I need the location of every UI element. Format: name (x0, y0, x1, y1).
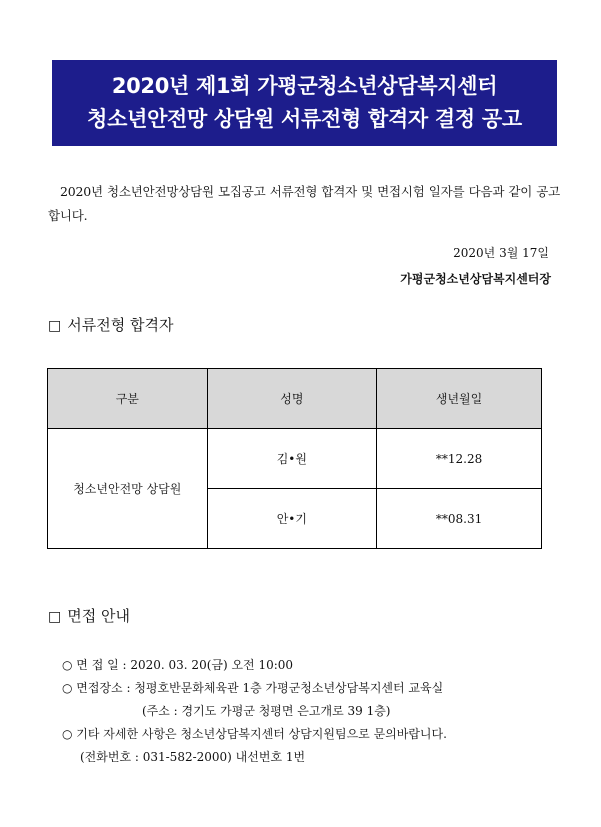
table-row (48, 429, 542, 489)
name-cell: 안•기 (207, 489, 377, 549)
passers-table (47, 368, 542, 549)
checkbox-bullet-icon: □ (48, 609, 62, 625)
header-birthdate: 생년월일 (377, 369, 542, 429)
checkbox-bullet-icon: □ (48, 318, 62, 334)
interview-date-line: ○ 면 접 일 : 2020. 03. 20(금) 오전 10:00 (62, 658, 294, 672)
notice-title-box (52, 60, 557, 146)
header-name: 성명 (207, 369, 377, 429)
name-cell: 김•원 (207, 429, 377, 489)
section-heading-text: 면접 안내 (67, 607, 130, 625)
notice-title-line-2: 청소년안전망 상담원 서류전형 합격자 결정 공고 (87, 107, 522, 131)
category-cell: 청소년안전망 상담원 (48, 429, 208, 549)
header-category: 구분 (48, 369, 208, 429)
announcement-date: 2020년 3월 17일 (453, 246, 549, 260)
intro-paragraph: 2020년 청소년안전망상담원 모집공고 서류전형 합격자 및 면접시험 일자를 다음과 같이 공고합니다. (48, 184, 560, 223)
birthdate-cell: **08.31 (377, 489, 542, 549)
interview-place-line: ○ 면접장소 : 청평호반문화체육관 1층 가평군청소년상담복지센터 교육실 (62, 681, 444, 695)
interview-other-line: ○ 기타 자세한 사항은 청소년상담복지센터 상담지원팀으로 문의바랍니다. (62, 727, 447, 741)
section-heading-text: 서류전형 합격자 (67, 316, 174, 334)
issuer-name: 가평군청소년상담복지센터장 (400, 272, 551, 286)
interview-guide (62, 654, 447, 769)
interview-phone-line: (전화번호 : 031-582-2000) 내선번호 1번 (80, 750, 306, 764)
section-heading-interview (48, 605, 130, 626)
section-heading-document-passers (48, 314, 173, 335)
notice-title-line-1: 2020년 제1회 가평군청소년상담복지센터 (111, 74, 498, 98)
table-header-row (48, 369, 542, 429)
birthdate-cell: **12.28 (377, 429, 542, 489)
interview-address-line: (주소 : 경기도 가평군 청평면 은고개로 39 1층) (142, 704, 391, 718)
